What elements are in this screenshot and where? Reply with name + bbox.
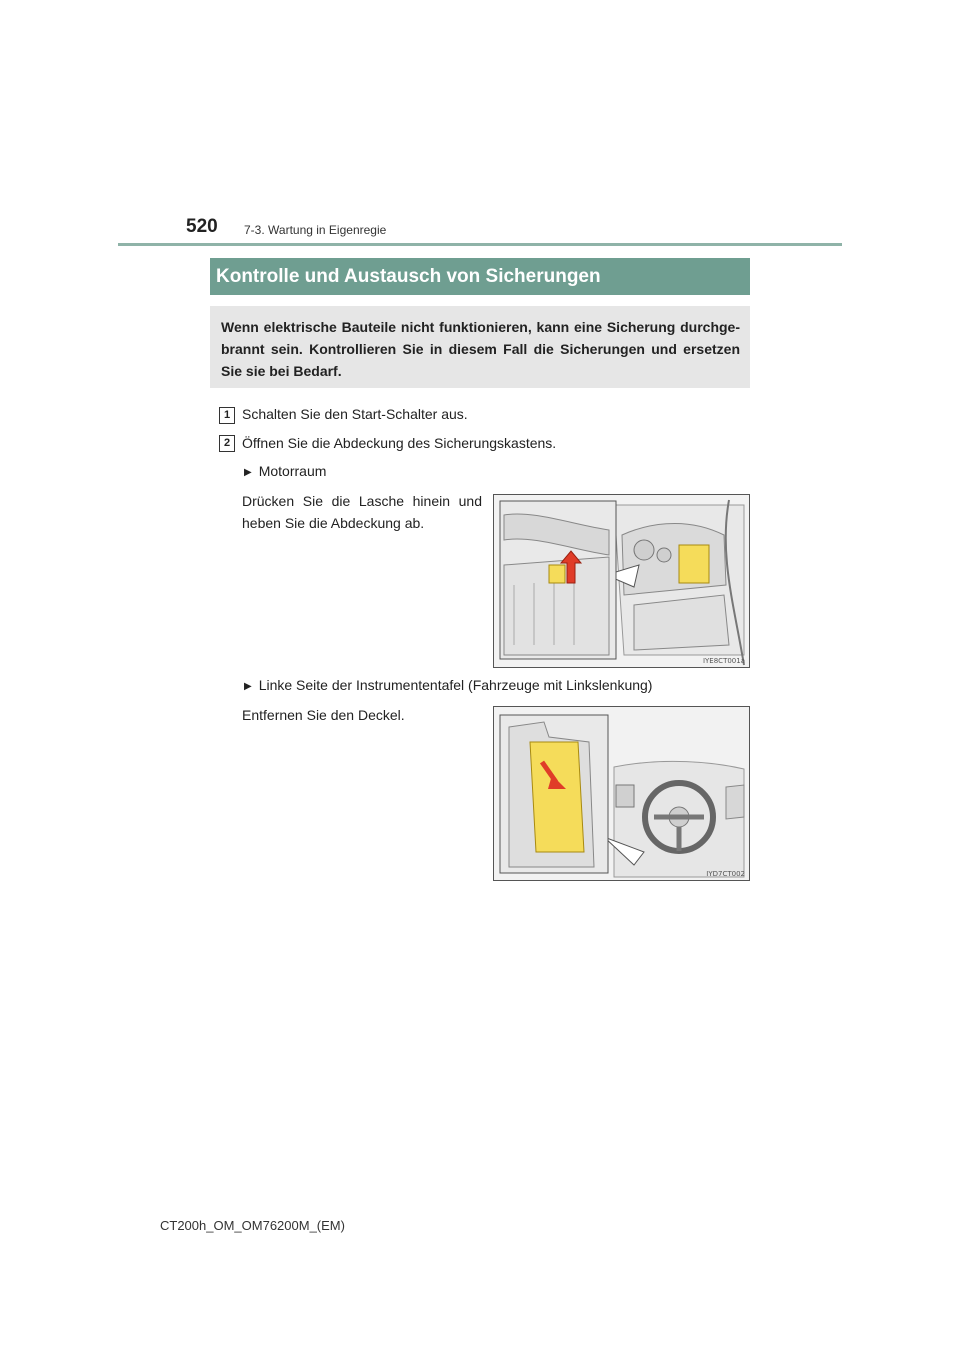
triangle-bullet-icon: ▶ (244, 681, 252, 692)
dashboard-illustration (494, 707, 749, 880)
instruction-engine (242, 490, 482, 534)
step-text-2: Öffnen Sie die Abdeckung des Sicherungskastens. (242, 435, 557, 451)
engine-bay-illustration (494, 495, 749, 667)
figure-id: IYD7CT002 (706, 870, 745, 878)
instruction-panel (242, 704, 405, 726)
step-number-2: 2 (219, 435, 235, 452)
section-title: Kontrolle und Austausch von Sicherungen (210, 258, 750, 295)
step-text-1: Schalten Sie den Start-Schalter aus. (242, 406, 468, 422)
instruction-line: heben Sie die Abdeckung ab. (242, 515, 425, 531)
instruction-line: Drücken Sie die Lasche hinein und (242, 493, 482, 509)
bullet-label: Linke Seite der Instrumententafel (Fahrzeuge mit Linkslenkung) (258, 677, 653, 693)
section-label: 7-3. Wartung in Eigenregie (244, 223, 387, 237)
page-number: 520 (186, 216, 218, 237)
figure-engine-fusebox (493, 494, 750, 668)
step-number-1: 1 (219, 407, 235, 424)
bullet-instrument-panel (244, 677, 652, 693)
bullet-label: Motorraum (258, 463, 327, 479)
intro-box: Wenn elektrische Bauteile nicht funktionieren, kann eine Sicherung durchge-brannt sein. Kontrollieren Sie in diesem Fall die Sicherungen und ersetzen Sie sie bei Bedarf. (210, 306, 750, 388)
footer-doc-code: CT200h_OM_OM76200M_(EM) (160, 1218, 345, 1233)
triangle-bullet-icon: ▶ (244, 467, 252, 478)
figure-id: IYE8CT001a (702, 657, 745, 665)
header-rule (118, 243, 842, 246)
figure-panel-fusebox (493, 706, 750, 881)
instruction-line: Entfernen Sie den Deckel. (242, 707, 405, 723)
bullet-engine-compartment (244, 463, 326, 479)
